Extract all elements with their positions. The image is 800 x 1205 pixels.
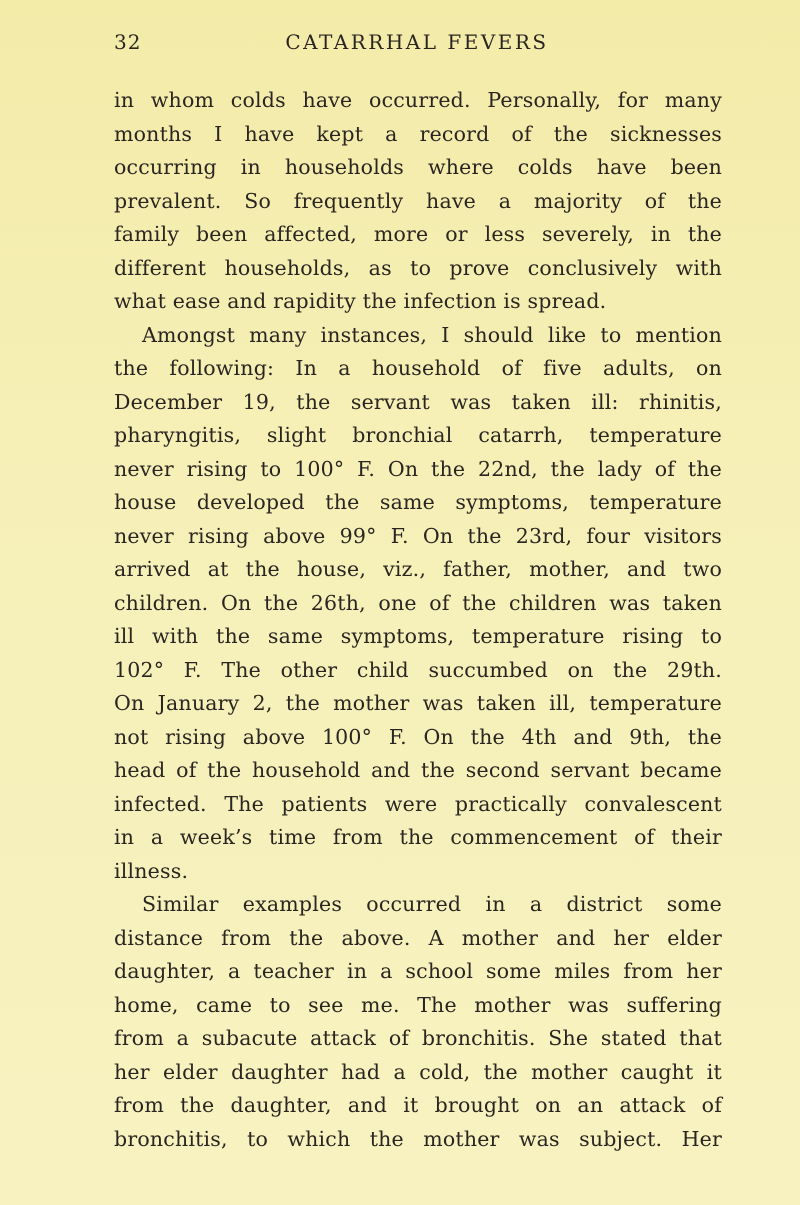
text-line: head of the household and the second servant became — [114, 758, 722, 782]
text-line: On January 2, the mother was taken ill, temperature — [114, 691, 722, 715]
text-line: ill with the same symptoms, temperature rising to — [114, 624, 722, 648]
text-line: arrived at the house, viz., father, mother, and two — [114, 557, 722, 581]
text-line: the following: In a household of five adults, on — [114, 356, 722, 380]
text-line: bronchitis, to which the mother was subject. Her — [114, 1126, 722, 1151]
text-line: daughter, a teacher in a school some miles from her — [114, 959, 722, 983]
text-line: in a week’s time from the commencement of their — [114, 825, 722, 849]
text-line: what ease and rapidity the infection is spread. — [114, 289, 607, 313]
text-line: Amongst many instances, I should like to mention — [142, 322, 722, 347]
text-line: never rising to 100° F. On the 22nd, the lady of the — [114, 456, 722, 481]
text-line: never rising above 99° F. On the 23rd, four visitors — [114, 523, 722, 548]
text-line: not rising above 100° F. On the 4th and 9th, the — [114, 724, 722, 749]
running-head: CATARRHAL FEVERS — [285, 30, 549, 54]
text-line: different households, as to prove conclusively with — [114, 255, 722, 280]
text-line: in whom colds have occurred. Personally, for many — [114, 88, 722, 112]
text-line: house developed the same symptoms, temperature — [114, 490, 722, 514]
text-line: from the daughter, and it brought on an attack of — [114, 1093, 722, 1117]
text-line: from a subacute attack of bronchitis. She stated that — [114, 1026, 722, 1050]
text-line: prevalent. So frequently have a majority of the — [114, 188, 722, 213]
text-line: family been affected, more or less severely, in the — [114, 222, 722, 246]
text-line: Similar examples occurred in a district some — [142, 892, 722, 916]
text-line: pharyngitis, slight bronchial catarrh, temperature — [114, 423, 722, 447]
body-text — [114, 84, 722, 1156]
text-line: occurring in households where colds have been — [114, 155, 722, 179]
text-line: distance from the above. A mother and her elder — [114, 925, 722, 950]
text-line: December 19, the servant was taken ill: rhinitis, — [114, 389, 722, 414]
page-header — [114, 30, 720, 60]
text-line: home, came to see me. The mother was suffering — [114, 992, 722, 1017]
text-line: her elder daughter had a cold, the mother caught it — [114, 1059, 722, 1084]
text-line: children. On the 26th, one of the children was taken — [114, 590, 722, 615]
text-line: infected. The patients were practically convalescent — [114, 791, 722, 816]
page-number: 32 — [114, 30, 142, 54]
text-line: 102° F. The other child succumbed on the 29th. — [114, 657, 722, 682]
text-line: months I have kept a record of the sicknesses — [114, 121, 722, 146]
text-line: illness. — [114, 858, 189, 883]
